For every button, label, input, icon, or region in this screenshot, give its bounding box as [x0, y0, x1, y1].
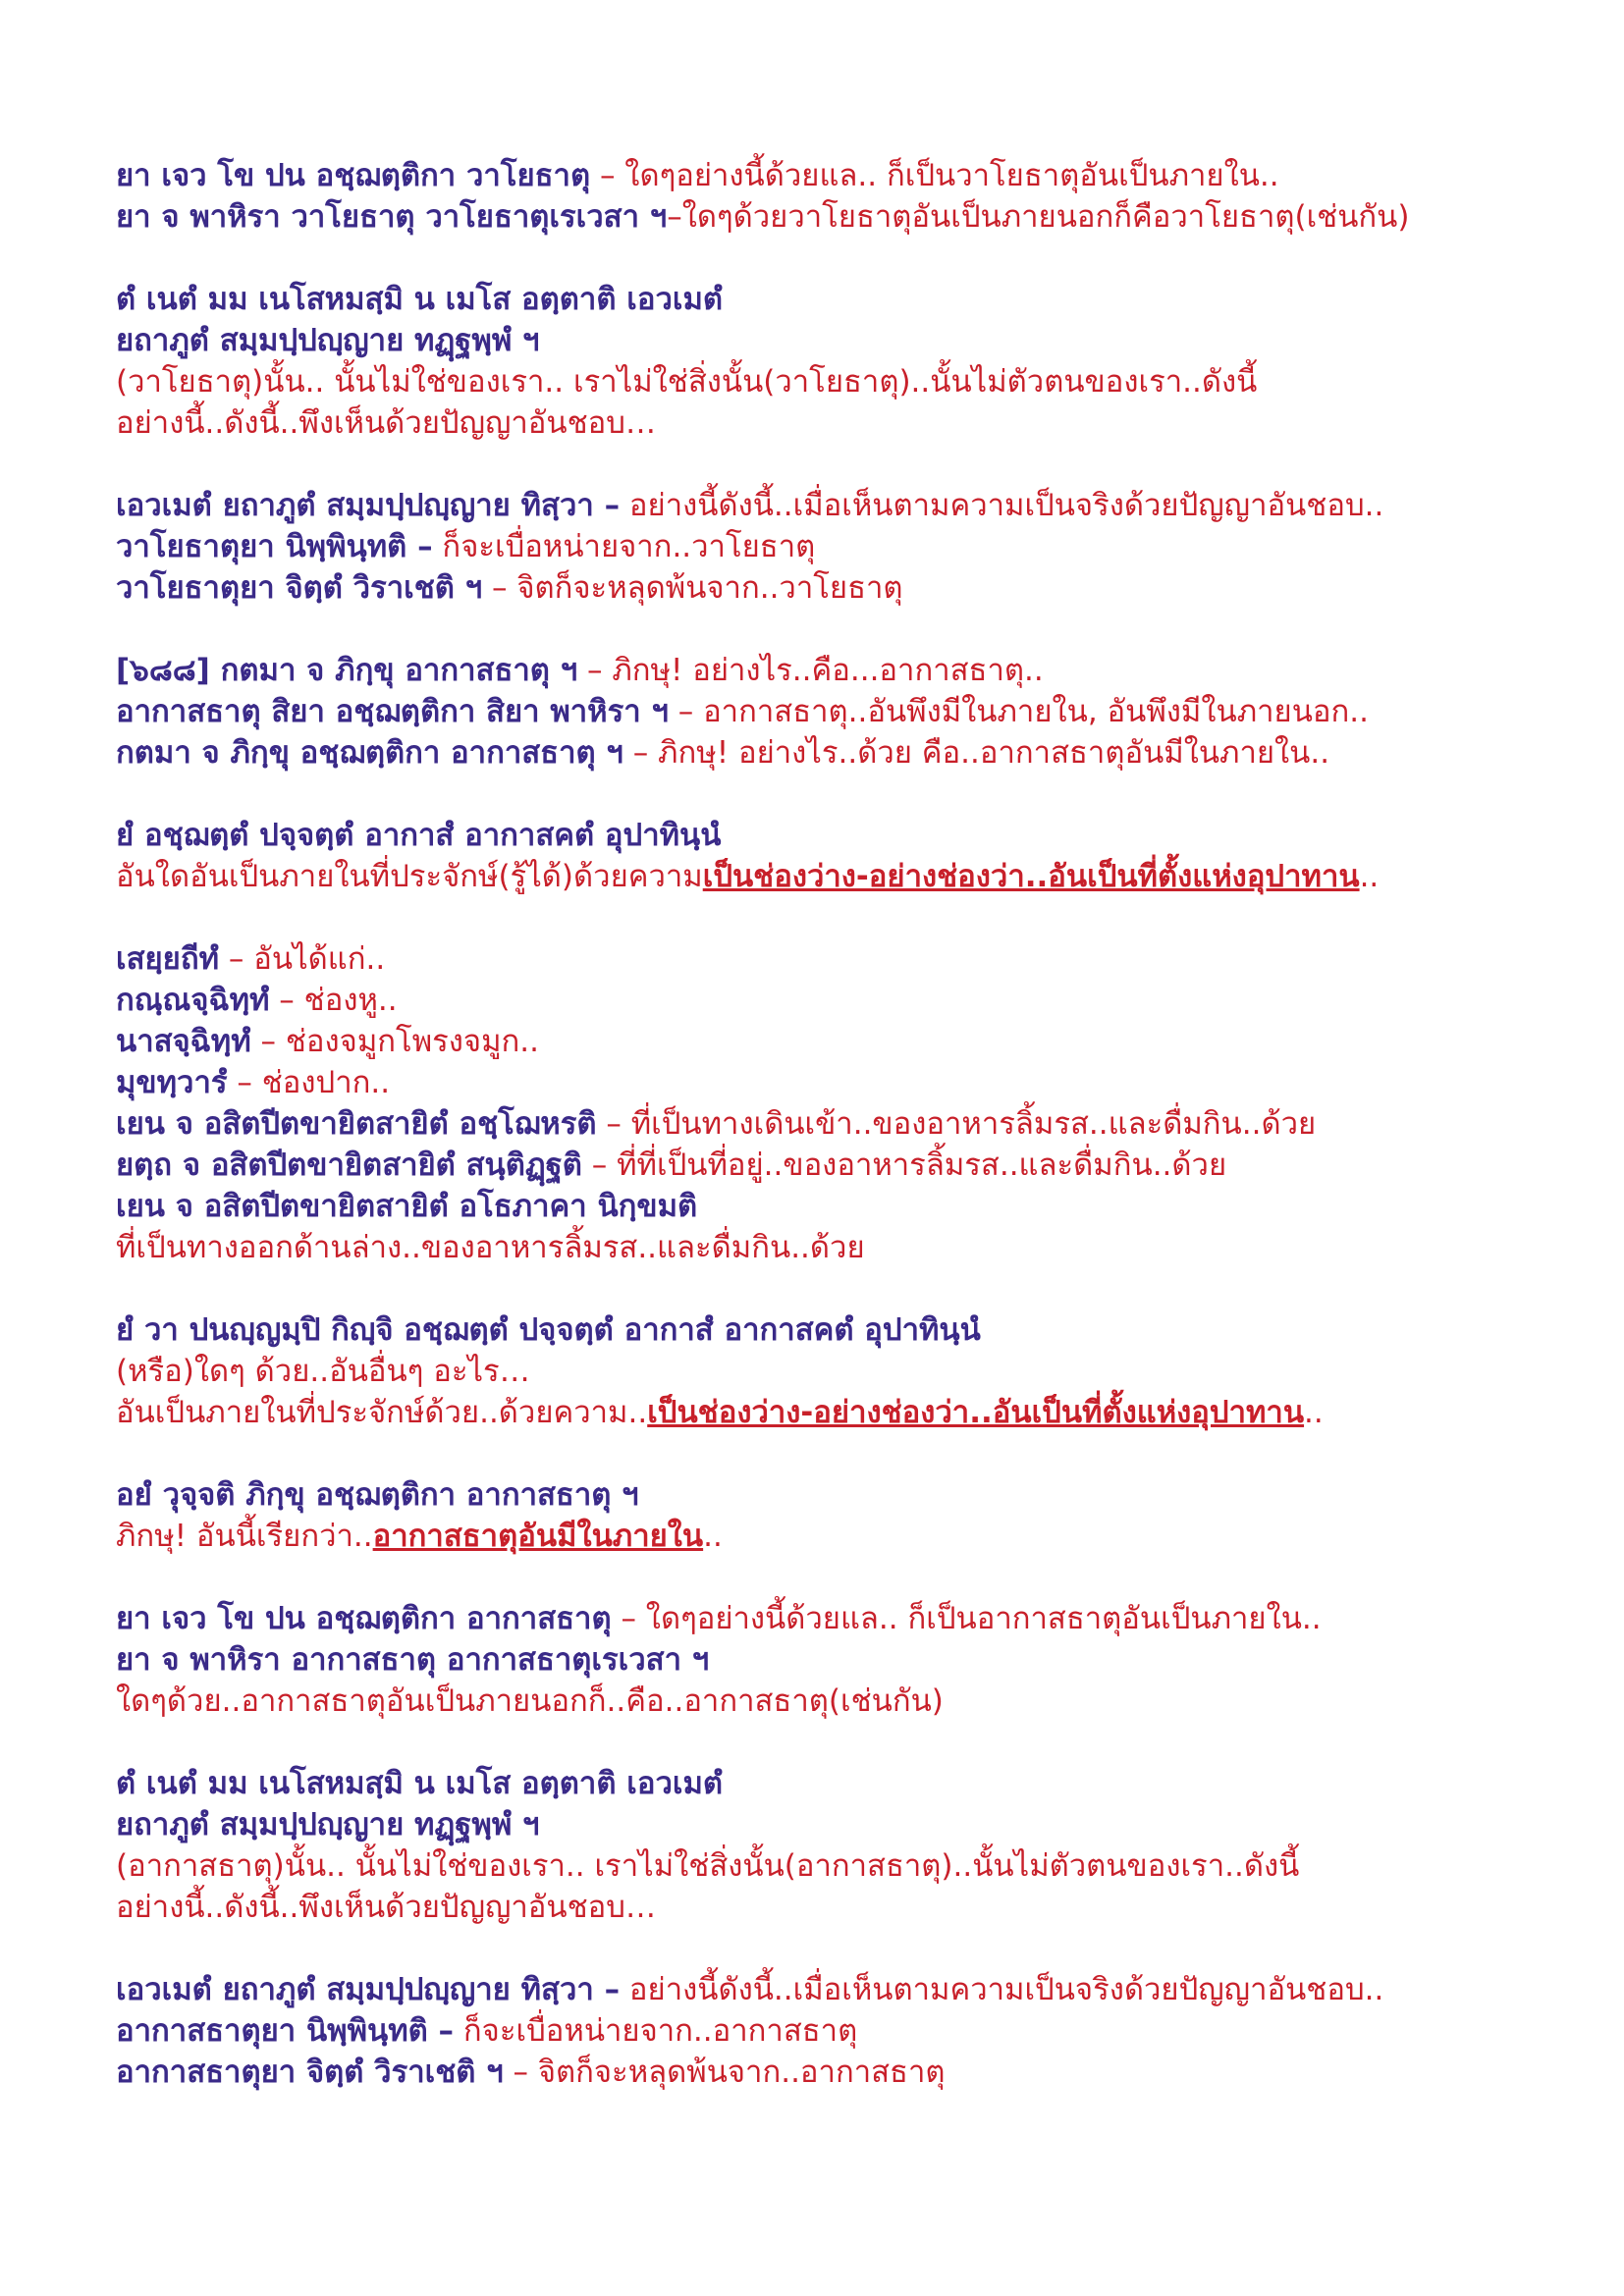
emphasis-text: เป็นช่องว่าง-อย่างช่องว่า..อันเป็นที่ตั้งแห่งอุปาทาน — [647, 1395, 1305, 1430]
pali-text: อากาสธาตุยา จิตฺตํ วิราเชติ ฯ — [116, 2055, 504, 2090]
thai-translation: – ที่เป็นทางเดินเข้า..ของอาหารลิ้มรส..และดื่มกิน..ด้วย — [596, 1106, 1317, 1142]
document-body — [116, 155, 1569, 2134]
thai-translation: – จิตก็จะหลุดพ้นจาก..วาโยธาตุ — [482, 570, 903, 606]
pali-text: ยา เจว โข ปน อชฺฌตฺติกา วาโยธาตุ — [116, 158, 591, 193]
text-line — [116, 815, 1569, 856]
text-line — [116, 1681, 1569, 1722]
text-line — [116, 1845, 1569, 1887]
text-line — [116, 526, 1569, 567]
pali-text: เอวเมตํ ยถาภูตํ สมฺมปฺปญฺญาย ทิสฺวา – — [116, 488, 621, 523]
pali-text: เยน จ อสิตปีตขายิตสายิตํ อชฺโฌหรติ — [116, 1106, 597, 1142]
thai-translation: – อากาสธาตุ..อันพึงมีในภายใน, อันพึงมีในภายนอก.. — [668, 694, 1369, 729]
pali-text: ยา เจว โข ปน อชฺฌตฺติกา อากาสธาตุ — [116, 1601, 612, 1636]
text-line — [116, 567, 1569, 609]
pali-text: เยน จ อสิตปีตขายิตสายิตํ อโธภาคา นิกฺขมติ — [116, 1189, 698, 1224]
text-line — [116, 732, 1569, 774]
thai-translation: – จิตก็จะหลุดพ้นจาก..อากาสธาตุ — [503, 2055, 946, 2090]
text-line — [116, 1021, 1569, 1062]
pali-text: กตมา จ ภิกฺขุ อชฺฌตฺติกา อากาสธาตุ ฯ — [116, 735, 623, 771]
text-line — [116, 1474, 1569, 1516]
text-line — [116, 361, 1569, 402]
thai-translation: (วาโยธาตุ)นั้น.. นั้นไม่ใช่ของเรา.. เราไม่ใช่สิ่งนั้น(วาโยธาตุ)..นั้นไม่ตัวตนของเรา..ดังนี้ — [116, 364, 1258, 400]
text-line — [116, 155, 1569, 196]
pali-text: ตํ เนตํ มม เนโสหมสฺมิ น เมโส อตฺตาติ เอวเมตํ — [116, 1766, 724, 1801]
pali-text: ยถาภูตํ สมฺมปฺปญฺญาย ทฏฺฐพฺพํ ฯ — [116, 1807, 540, 1842]
paragraph-block — [116, 1969, 1569, 2093]
thai-translation: .. — [1359, 859, 1380, 894]
thai-translation: – ภิกษุ! อย่างไร..ด้วย คือ..อากาสธาตุอันมีในภายใน.. — [623, 735, 1330, 771]
thai-translation: – ช่องปาก.. — [227, 1065, 391, 1100]
thai-translation: อันเป็นภายในที่ประจักษ์ด้วย..ด้วยความ.. — [116, 1395, 648, 1430]
text-line — [116, 691, 1569, 732]
pali-text: ยตฺถ จ อสิตปีตขายิตสายิตํ สนฺติฏฺฐติ — [116, 1148, 582, 1183]
text-line — [116, 1804, 1569, 1845]
paragraph-block — [116, 279, 1569, 444]
thai-translation: – ช่องจมูกโพรงจมูก.. — [250, 1024, 539, 1059]
thai-translation: – ช่องหู.. — [269, 983, 398, 1018]
pali-text: ยา จ พาหิรา วาโยธาตุ วาโยธาตุเรเวสา ฯ — [116, 199, 668, 235]
pali-text: ยํ อชฺฌตฺตํ ปจฺจตฺตํ อากาสํ อากาสคตํ อุปาทินฺนํ — [116, 818, 722, 853]
paragraph-block — [116, 1763, 1569, 1928]
pali-text: ยํ วา ปนญฺญมฺปิ กิญฺจิ อชฺฌตฺตํ ปจฺจตฺตํ อากาสํ อากาสคตํ อุปาทินฺนํ — [116, 1312, 981, 1348]
paragraph-block — [116, 938, 1569, 1268]
text-line — [116, 1969, 1569, 2010]
paragraph-block — [116, 1598, 1569, 1722]
thai-translation: อย่างนี้ดังนี้..เมื่อเห็นตามความเป็นจริงด้วยปัญญาอันชอบ.. — [620, 1972, 1384, 2007]
pali-text: ยา จ พาหิรา อากาสธาตุ อากาสธาตุเรเวสา ฯ — [116, 1642, 710, 1678]
pali-text: นาสจฺฉิทฺทํ — [116, 1024, 251, 1059]
pali-text: เอวเมตํ ยถาภูตํ สมฺมปฺปญฺญาย ทิสฺวา – — [116, 1972, 621, 2007]
text-line — [116, 1598, 1569, 1639]
pali-text: ยถาภูตํ สมฺมปฺปญฺญาย ทฏฺฐพฺพํ ฯ — [116, 323, 540, 358]
pali-text: มุขทฺวารํ — [116, 1065, 228, 1100]
thai-translation: ที่เป็นทางออกด้านล่าง..ของอาหารลิ้มรส..และดื่มกิน..ด้วย — [116, 1230, 865, 1265]
thai-translation: – ใดๆอย่างนี้ด้วยแล.. ก็เป็นอากาสธาตุอันเป็นภายใน.. — [611, 1601, 1322, 1636]
text-line — [116, 1309, 1569, 1351]
thai-translation: –ใดๆด้วยวาโยธาตุอันเป็นภายนอกก็คือวาโยธาตุ(เช่นกัน) — [667, 199, 1410, 235]
text-line — [116, 2010, 1569, 2052]
thai-translation: อันใดอันเป็นภายในที่ประจักษ์(รู้ได้)ด้วยความ — [116, 859, 703, 894]
thai-translation: ภิกษุ! อันนี้เรียกว่า.. — [116, 1519, 373, 1554]
paragraph-block — [116, 1474, 1569, 1557]
thai-translation: อย่างนี้..ดังนี้..พึงเห็นด้วยปัญญาอันชอบ… — [116, 1890, 656, 1925]
text-line — [116, 1186, 1569, 1227]
text-line — [116, 1062, 1569, 1103]
thai-translation: อย่างนี้..ดังนี้..พึงเห็นด้วยปัญญาอันชอบ… — [116, 405, 656, 441]
pali-text: อยํ วุจฺจติ ภิกฺขุ อชฺฌตฺติกา อากาสธาตุ ฯ — [116, 1477, 639, 1513]
text-line — [116, 279, 1569, 320]
thai-translation: อย่างนี้ดังนี้..เมื่อเห็นตามความเป็นจริงด้วยปัญญาอันชอบ.. — [620, 488, 1384, 523]
thai-translation: .. — [703, 1519, 723, 1554]
pali-text: ตํ เนตํ มม เนโสหมสฺมิ น เมโส อตฺตาติ เอวเมตํ — [116, 282, 724, 317]
text-line — [116, 1516, 1569, 1557]
paragraph-block — [116, 815, 1569, 897]
pali-text: วาโยธาตุยา จิตฺตํ วิราเชติ ฯ — [116, 570, 483, 606]
paragraph-block — [116, 485, 1569, 609]
text-line — [116, 1392, 1569, 1433]
paragraph-block — [116, 1309, 1569, 1433]
thai-translation: ใดๆด้วย..อากาสธาตุอันเป็นภายนอกก็..คือ..อากาสธาตุ(เช่นกัน) — [116, 1683, 944, 1719]
text-line — [116, 1351, 1569, 1392]
emphasis-text: เป็นช่องว่าง-อย่างช่องว่า..อันเป็นที่ตั้งแห่งอุปาทาน — [702, 859, 1360, 894]
thai-translation: – อันได้แก่.. — [219, 941, 386, 977]
pali-text: เสยฺยถีทํ — [116, 941, 220, 977]
thai-translation: – ใดๆอย่างนี้ด้วยแล.. ก็เป็นวาโยธาตุอันเป็นภายใน.. — [590, 158, 1279, 193]
text-line — [116, 196, 1569, 238]
thai-translation: – ที่ที่เป็นที่อยู่..ของอาหารลิ้มรส..และดื่มกิน..ด้วย — [581, 1148, 1227, 1183]
text-line — [116, 1103, 1569, 1145]
pali-text: [๖๘๘] กตมา จ ภิกฺขุ อากาสธาตุ ฯ — [116, 653, 578, 688]
paragraph-block — [116, 155, 1569, 238]
text-line — [116, 1763, 1569, 1804]
text-line — [116, 980, 1569, 1021]
thai-translation: ก็จะเบื่อหน่ายจาก..วาโยธาตุ — [432, 529, 816, 564]
thai-translation: – ภิกษุ! อย่างไร..คือ...อากาสธาตุ.. — [577, 653, 1044, 688]
emphasis-text: อากาสธาตุอันมีในภายใน — [372, 1519, 704, 1554]
text-line — [116, 938, 1569, 980]
paragraph-block — [116, 650, 1569, 774]
text-line — [116, 485, 1569, 526]
text-line — [116, 1639, 1569, 1681]
pali-text: วาโยธาตุยา นิพฺพินฺทติ – — [116, 529, 433, 564]
text-line — [116, 1145, 1569, 1186]
text-line — [116, 402, 1569, 444]
text-line — [116, 856, 1569, 897]
thai-translation: .. — [1304, 1395, 1324, 1430]
pali-text: กณฺณจฺฉิทฺทํ — [116, 983, 270, 1018]
pali-text: อากาสธาตุ สิยา อชฺฌตฺติกา สิยา พาหิรา ฯ — [116, 694, 669, 729]
text-line — [116, 320, 1569, 361]
text-line — [116, 1227, 1569, 1268]
text-line — [116, 1887, 1569, 1928]
text-line — [116, 650, 1569, 691]
thai-translation: (อากาสธาตุ)นั้น.. นั้นไม่ใช่ของเรา.. เราไม่ใช่สิ่งนั้น(อากาสธาตุ)..นั้นไม่ตัวตนของเรา..ดังนี้ — [116, 1848, 1300, 1884]
thai-translation: ก็จะเบื่อหน่ายจาก..อากาสธาตุ — [454, 2013, 858, 2049]
text-line — [116, 2052, 1569, 2093]
pali-text: อากาสธาตุยา นิพฺพินฺทติ – — [116, 2013, 455, 2049]
thai-translation: (หรือ)ใดๆ ด้วย..อันอื่นๆ อะไร… — [116, 1354, 530, 1389]
